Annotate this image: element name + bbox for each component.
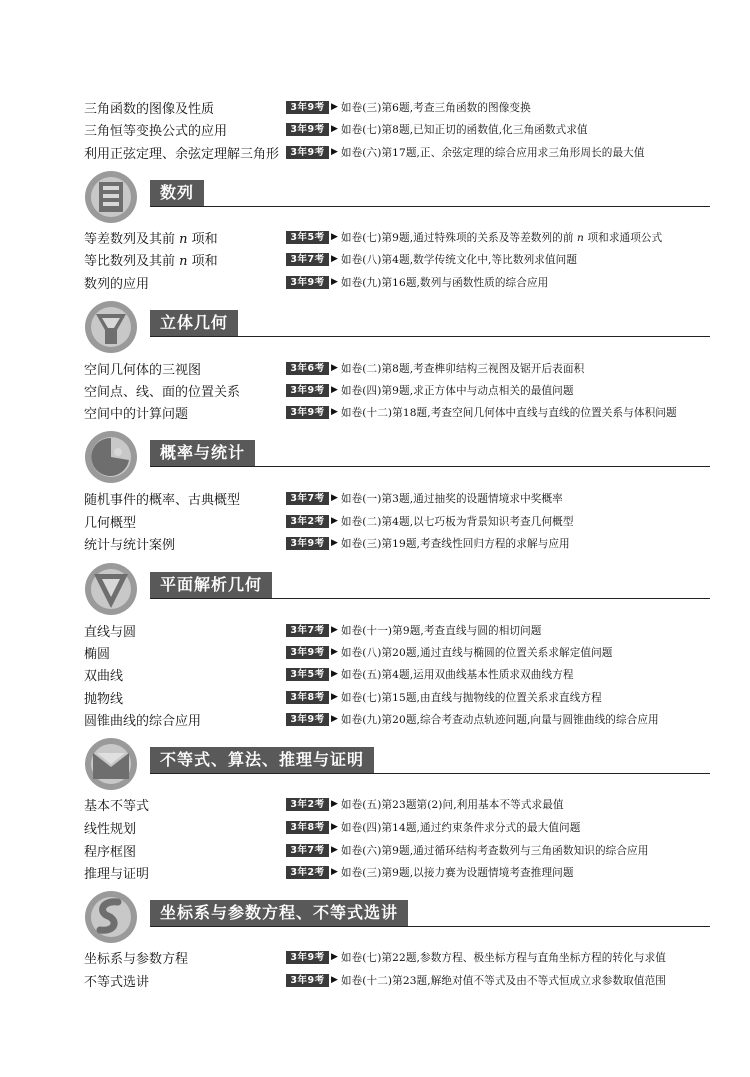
topic-name — [84, 228, 286, 247]
example-description: 如卷(六)第17题,正、余弦定理的综合应用求三角形周长的最大值 — [340, 146, 645, 159]
description-suffix: 项和求通项公式 — [587, 231, 663, 244]
topic-name: 空间几何体的三视图 — [84, 362, 202, 378]
example-description: 如卷(七)第15题,由直线与抛物线的位置关系求直线方程 — [340, 691, 602, 704]
frequency-badge: 3年9考 — [286, 384, 329, 397]
topic-name: 直线与圆 — [84, 624, 137, 640]
topic-row — [84, 620, 714, 640]
frequency-badge: 3年5考 — [286, 231, 329, 244]
section-header — [84, 170, 714, 226]
example-description: 如卷(八)第20题,通过直线与椭圆的位置关系求解定值问题 — [340, 646, 613, 659]
section-rule — [150, 773, 710, 774]
section-header — [84, 890, 714, 946]
topic-variable: n — [175, 253, 192, 269]
frequency-badge: 3年9考 — [286, 123, 329, 136]
arrow-right-icon: ▶ — [331, 669, 338, 679]
example-description: 如卷(四)第14题,通过约束条件求分式的最大值问题 — [340, 821, 581, 834]
section-rule — [150, 598, 710, 599]
arrow-right-icon: ▶ — [331, 975, 338, 985]
topic-name-suffix: 项和 — [191, 253, 218, 269]
description-variable: n — [573, 231, 588, 244]
example-description — [341, 230, 662, 245]
topic-name: 程序框图 — [84, 844, 137, 860]
example-description: 如卷(三)第19题,考查线性回归方程的求解与应用 — [340, 537, 570, 550]
example-description: 如卷(五)第23题第(2)问,利用基本不等式求最值 — [340, 798, 564, 811]
coordinate-section-icon — [84, 890, 138, 948]
frequency-badge: 3年9考 — [286, 974, 329, 987]
section-title: 平面解析几何 — [150, 572, 272, 598]
topic-name-prefix: 等比数列及其前 — [84, 253, 176, 269]
frequency-badge: 3年7考 — [286, 253, 329, 266]
topic-name — [84, 250, 286, 269]
arrow-right-icon: ▶ — [331, 692, 338, 702]
topic-variable: n — [175, 231, 192, 247]
frequency-badge: 3年2考 — [286, 798, 329, 811]
analytic-geometry-section-icon — [84, 562, 138, 620]
example-description: 如卷(七)第22题,参数方程、极坐标方程与直角坐标方程的转化与求值 — [340, 951, 666, 964]
frequency-badge: 3年9考 — [286, 951, 329, 964]
arrow-right-icon: ▶ — [331, 493, 338, 503]
arrow-right-icon: ▶ — [331, 232, 338, 242]
topic-row — [84, 970, 714, 990]
topic-row — [84, 709, 714, 729]
example-description: 如卷(二)第8题,考查榫卯结构三视图及锯开后表面积 — [340, 362, 585, 375]
topic-name: 双曲线 — [84, 668, 124, 684]
example-description: 如卷(八)第4题,数学传统文化中,等比数列求值问题 — [340, 253, 578, 266]
frequency-badge: 3年8考 — [286, 821, 329, 834]
topic-row — [84, 97, 714, 117]
example-description: 如卷(五)第4题,运用双曲线基本性质求双曲线方程 — [340, 668, 574, 681]
example-description: 如卷(十一)第9题,考查直线与圆的相切问题 — [340, 624, 542, 637]
topic-row — [84, 642, 714, 662]
topic-name: 基本不等式 — [84, 798, 150, 814]
topic-name: 椭圆 — [84, 646, 111, 662]
example-description: 如卷(六)第9题,通过循环结构考查数列与三角函数知识的综合应用 — [340, 844, 649, 857]
topic-row — [84, 817, 714, 837]
frequency-badge: 3年8考 — [286, 691, 329, 704]
section-title: 不等式、算法、推理与证明 — [150, 747, 374, 773]
probability-section-icon — [84, 430, 138, 488]
topic-row — [84, 249, 714, 269]
topic-row — [84, 947, 714, 967]
frequency-badge: 3年7考 — [286, 624, 329, 637]
topic-name: 随机事件的概率、古典概型 — [84, 492, 241, 508]
example-description: 如卷(十二)第23题,解绝对值不等式及由不等式恒成立求参数取值范围 — [340, 974, 666, 987]
example-description: 如卷(三)第6题,考查三角函数的图像变换 — [340, 101, 531, 114]
arrow-right-icon: ▶ — [331, 625, 338, 635]
topic-row — [84, 402, 714, 422]
topic-row — [84, 840, 714, 860]
section-title: 坐标系与参数方程、不等式选讲 — [150, 900, 408, 926]
frequency-badge: 3年6考 — [286, 362, 329, 375]
frequency-badge: 3年2考 — [286, 866, 329, 879]
topic-row — [84, 687, 714, 707]
arrow-right-icon: ▶ — [331, 799, 338, 809]
frequency-badge: 3年2考 — [286, 515, 329, 528]
arrow-right-icon: ▶ — [331, 714, 338, 724]
inequality-section-icon — [84, 737, 138, 795]
frequency-badge: 3年9考 — [286, 276, 329, 289]
section-rule — [150, 466, 710, 467]
topic-name: 利用正弦定理、余弦定理解三角形 — [84, 146, 280, 162]
example-description: 如卷(七)第8题,已知正切的函数值,化三角函数式求值 — [340, 123, 588, 136]
section-header — [84, 430, 714, 486]
example-description: 如卷(九)第20题,综合考查动点轨迹问题,向量与圆锥曲线的综合应用 — [340, 713, 659, 726]
example-description: 如卷(一)第3题,通过抽奖的设题情境求中奖概率 — [340, 492, 563, 505]
arrow-right-icon: ▶ — [331, 538, 338, 548]
topic-row — [84, 119, 714, 139]
topic-row — [84, 488, 714, 508]
arrow-right-icon: ▶ — [331, 952, 338, 962]
topic-name: 空间中的计算问题 — [84, 406, 189, 422]
topic-name: 统计与统计案例 — [84, 537, 176, 553]
topic-name: 不等式选讲 — [84, 974, 150, 990]
topic-row — [84, 533, 714, 553]
section-title: 立体几何 — [150, 310, 238, 336]
topic-row — [84, 380, 714, 400]
frequency-badge: 3年7考 — [286, 492, 329, 505]
topic-name-suffix: 项和 — [191, 231, 218, 247]
topic-name: 线性规划 — [84, 821, 137, 837]
topic-row — [84, 511, 714, 531]
frequency-badge: 3年9考 — [286, 406, 329, 419]
solid-geometry-section-icon — [84, 300, 138, 358]
arrow-right-icon: ▶ — [331, 516, 338, 526]
topic-name-prefix: 等差数列及其前 — [84, 231, 176, 247]
arrow-right-icon: ▶ — [331, 254, 338, 264]
topic-name: 推理与证明 — [84, 866, 150, 882]
topic-row — [84, 272, 714, 292]
frequency-badge: 3年9考 — [286, 146, 329, 159]
frequency-badge: 3年9考 — [286, 537, 329, 550]
arrow-right-icon: ▶ — [331, 407, 338, 417]
section-title: 概率与统计 — [150, 440, 255, 466]
topic-name: 数列的应用 — [84, 276, 150, 292]
frequency-badge: 3年9考 — [286, 713, 329, 726]
arrow-right-icon: ▶ — [331, 147, 338, 157]
frequency-badge: 3年7考 — [286, 844, 329, 857]
section-rule — [150, 336, 710, 337]
example-description: 如卷(十二)第18题,考查空间几何体中直线与直线的位置关系与体积问题 — [340, 406, 677, 419]
arrow-right-icon: ▶ — [331, 385, 338, 395]
arrow-right-icon: ▶ — [331, 124, 338, 134]
section-rule — [150, 206, 710, 207]
topic-row — [84, 227, 714, 247]
topic-name: 圆锥曲线的综合应用 — [84, 713, 202, 729]
topic-row — [84, 358, 714, 378]
description-prefix: 如卷(七)第9题,通过特殊项的关系及等差数列的前 — [340, 231, 574, 244]
topic-name: 空间点、线、面的位置关系 — [84, 384, 241, 400]
frequency-badge: 3年5考 — [286, 668, 329, 681]
topic-row — [84, 664, 714, 684]
topic-name: 几何概型 — [84, 515, 137, 531]
arrow-right-icon: ▶ — [331, 277, 338, 287]
section-header — [84, 737, 714, 793]
section-header — [84, 300, 714, 356]
arrow-right-icon: ▶ — [331, 363, 338, 373]
section-rule — [150, 926, 710, 927]
arrow-right-icon: ▶ — [331, 647, 338, 657]
topic-name: 抛物线 — [84, 691, 124, 707]
example-description: 如卷(四)第9题,求正方体中与动点相关的最值问题 — [340, 384, 574, 397]
arrow-right-icon: ▶ — [331, 102, 338, 112]
frequency-badge: 3年9考 — [286, 646, 329, 659]
arrow-right-icon: ▶ — [331, 845, 338, 855]
arrow-right-icon: ▶ — [331, 867, 338, 877]
example-description: 如卷(三)第9题,以接力赛为设题情境考查推理问题 — [340, 866, 574, 879]
example-description: 如卷(九)第16题,数列与函数性质的综合应用 — [340, 276, 549, 289]
frequency-badge: 3年9考 — [286, 101, 329, 114]
topic-row — [84, 794, 714, 814]
section-header — [84, 562, 714, 618]
example-description: 如卷(二)第4题,以七巧板为背景知识考查几何概型 — [340, 515, 574, 528]
topic-row — [84, 142, 714, 162]
topic-name: 三角函数的图像及性质 — [84, 101, 215, 117]
sequence-section-icon — [84, 170, 138, 228]
section-title: 数列 — [150, 180, 204, 206]
arrow-right-icon: ▶ — [331, 822, 338, 832]
topic-name: 坐标系与参数方程 — [84, 951, 189, 967]
topic-row — [84, 862, 714, 882]
topic-name: 三角恒等变换公式的应用 — [84, 123, 228, 139]
